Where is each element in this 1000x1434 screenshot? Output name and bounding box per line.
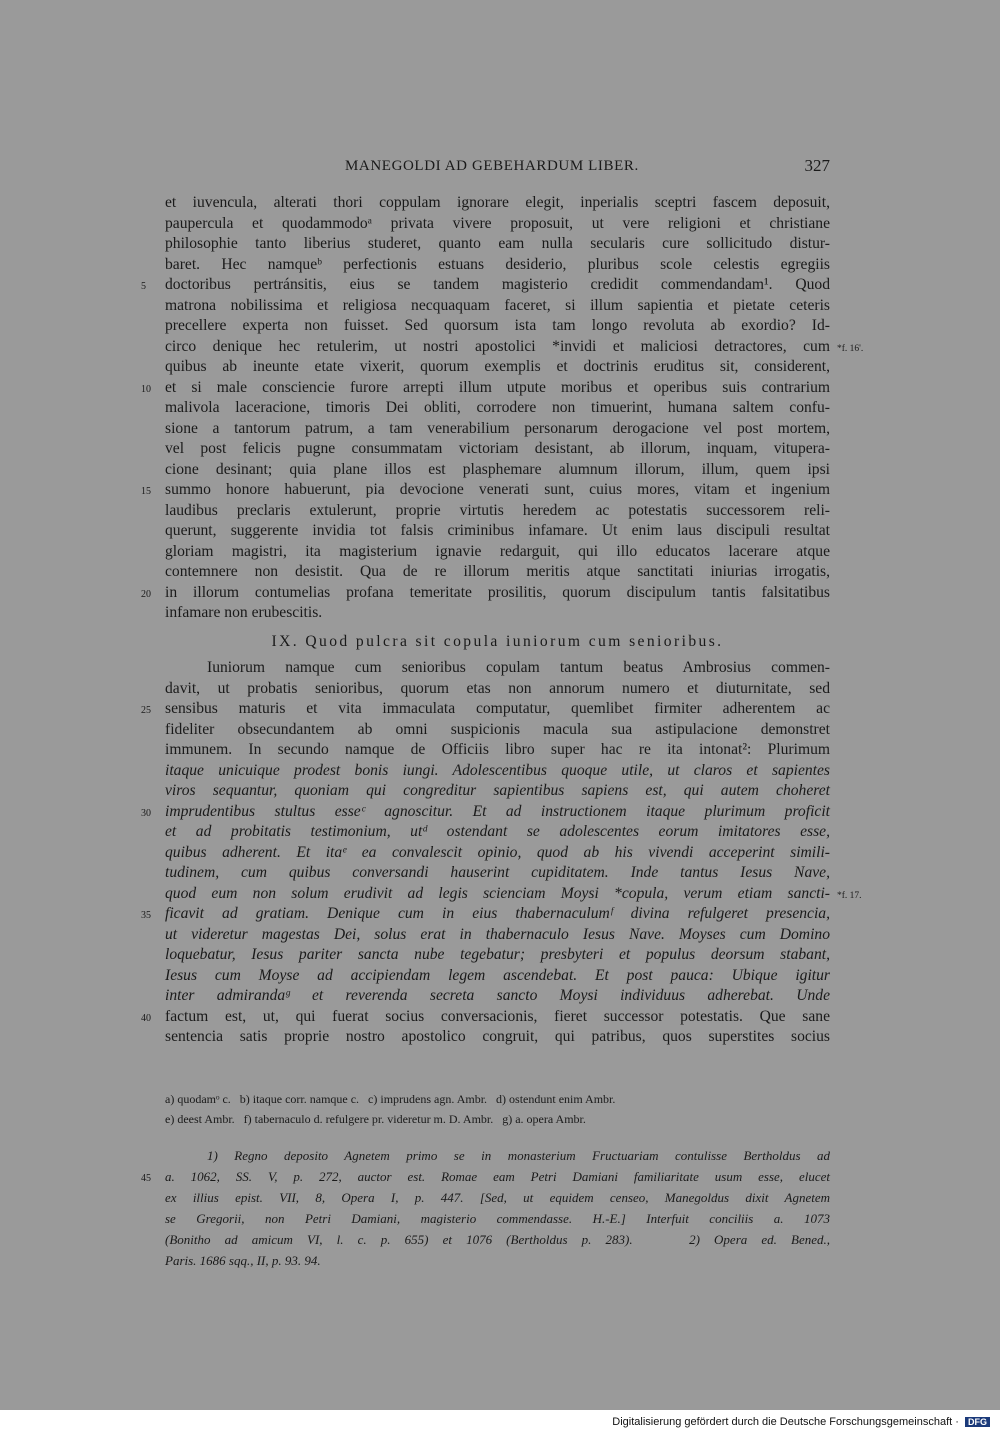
line-number: 30 xyxy=(141,807,151,819)
text-line: baret. Hec namqueᵇ perfectionis estuans desiderio, pluribus scole celestis egregiis xyxy=(165,255,830,273)
text-line: paupercula et quodammodoᵃ privata vivere proposuit, ut vere religioni et christiane xyxy=(165,214,830,232)
main-text xyxy=(141,193,864,1048)
footnote-line: 1) Regno deposito Agnetem primo se in monasterium Fructuariam contulisse Bertholdus ad xyxy=(207,1148,830,1163)
variant-note-line: a) quodamᵒ c. b) itaque corr. namque c. c) imprudens agn. Ambr. d) ostendunt enim Ambr. xyxy=(165,1092,616,1106)
line-number: 5 xyxy=(141,281,146,292)
line-number: 35 xyxy=(141,910,151,921)
text-line: 25 sensibus maturis et vita immaculata computatur, quemlibet firmiter adherentem ac xyxy=(165,699,830,720)
text-line: quibus ab ineunte etate vixerit, quorum exemplis et doctrinis eruditus sit, considerent, xyxy=(165,358,830,375)
text-line: Iuniorum namque cum senioribus copulam tantum beatus Ambrosius commen- xyxy=(207,659,830,676)
text-line: quibus adherent. Et itaᵉ ea convalescit opinio, quod ab his vivendi acceperint simili- xyxy=(165,843,830,861)
text-line: et iuvencula, alterati thori coppulam ignorare elegit, inperialis sceptri fascem deposuit, xyxy=(165,194,830,211)
text-line: tudinem, cum quibus conversandi hauserint cupiditatem. Inde tantus Iesus Nave, xyxy=(165,864,830,881)
text-line: 10 et si male consciencie furore arrepti illum utpute moribus et operibus suis contrarium xyxy=(165,378,830,399)
text-line: sione a tantorum patrum, a tam venerabilium personarum derogacione vel post mortem, xyxy=(165,419,830,437)
text-line: viros sequantur, quoniam qui congreditur sapientibus sapiens est, qui autem choheret xyxy=(165,782,830,799)
text-line: vel post felicis pugne consummatam victoriam desistant, ab illorum, inquam, vitupera- xyxy=(165,440,830,457)
text-line: immunem. In secundo namque de Officiis libro super hac re ita intonat²: Plurimum xyxy=(165,741,830,758)
text-line: querunt, suggerente invidia tot falsis criminibus infamare. Ut enim laus discipuli resultat xyxy=(165,522,830,539)
footnote-line: se Gregorii, non Petri Damiani, magisterio commendasse. H.-E.] Interfuit conciliis a. 1073 xyxy=(165,1211,830,1226)
variant-note-line: e) deest Ambr. f) tabernaculo d. refulgere pr. videretur m. D. Ambr. g) a. opera Ambr. xyxy=(165,1112,586,1126)
text-line: 5 doctoribus pertránsitis, eius se tandem magisterio credidit commendandam¹. Quod xyxy=(165,275,830,296)
section-heading: IX. Quod pulcra sit copula iuniorum cum senioribus. xyxy=(271,632,724,650)
text-line: sentencia satis proprie nostro apostolico congruit, qui patribus, quos superstites socius xyxy=(165,1028,830,1045)
text-line: infamare non erubescitis. xyxy=(165,604,323,621)
margin-note: *f. 16'. xyxy=(837,343,864,354)
text-line: circo denique hec retulerim, ut nostri apostolici *invidi et maliciosi detractores, cum *f. 16'. xyxy=(165,337,830,358)
margin-note: *f. 17. xyxy=(837,890,862,901)
variant-notes xyxy=(165,1089,830,1129)
footnote-line: 45 a. 1062, SS. V, p. 272, auctor est. Romae eam Petri Damiani familiaritate usum esse, elucet xyxy=(165,1166,830,1187)
text-line: malivola laceracione, timoris Dei obliti, corrodere non timuerint, humana saltem confu- xyxy=(165,399,830,416)
text-line: davit, ut probatis senioribus, quorum etas non annorum numero et diuturnitate, sed xyxy=(165,679,830,697)
text-line: 30 imprudentibus stultus esseᶜ agnoscitur. Et ad instructionem itaque plurimum proficit xyxy=(165,802,830,823)
footnote-line: (Bonitho ad amicum VI, l. c. p. 655) et 1076 (Bertholdus p. 283). 2) Opera ed. Bened., xyxy=(165,1232,830,1247)
text-line: ut videretur magestas Dei, solus erat in thabernaculo Iesus Nave. Moyses cum Domino xyxy=(165,925,830,943)
text-line: itaque unicuique prodest bonis iungi. Adolescentibus quoque utile, ut claros et sapientes xyxy=(165,761,830,779)
footnote-line: ex illius epist. VII, 8, Opera I, p. 447. [Sed, ut equidem censeo, Manegoldus dixit Agnetem xyxy=(165,1190,830,1205)
footer-text: Digitalisierung gefördert durch die Deutsche Forschungsgemeinschaft · xyxy=(612,1416,959,1428)
page-header xyxy=(165,158,830,180)
text-line: laudibus preclaris extulerunt, proprie virtutis heredem ac potestatis successorem reli- xyxy=(165,501,830,519)
line-number: 40 xyxy=(141,1012,151,1024)
text-line: et ad probitatis testimonium, utᵈ ostendant se adolescentes eorum imitatores esse, xyxy=(165,823,830,840)
line-number: 45 xyxy=(141,1173,151,1184)
page-number: 327 xyxy=(804,156,830,175)
text-line: 15 summo honore habuerunt, pia devocione venerati sunt, cuius mores, vitam et ingenium xyxy=(165,480,830,501)
text-line: philosophie tanto liberius studeret, quanto eam nulla secularis cure sollicitudo distur- xyxy=(165,235,830,252)
text-line: cione desinant; quia plane illos est plasphemare alumnum illorum, illum, quem ipsi xyxy=(165,460,830,478)
text-line: quod eum non solum erudivit ad legis scienciam Moysi *copula, verum etiam sancti- *f. 17. xyxy=(165,884,830,905)
line-number: 25 xyxy=(141,705,151,716)
line-number: 15 xyxy=(141,486,151,497)
text-line: matrona nobilissima et religiosa necquaquam faceret, si illum sapientia et pietate ceteris xyxy=(165,296,830,314)
running-title: MANEGOLDI AD GEBEHARDUM LIBER. xyxy=(345,158,639,174)
text-line: 20 in illorum contumelias profana temeritate prosilitis, quorum discipulum tantis falsitatibus xyxy=(165,583,830,604)
text-line: loquebatur, Iesus pariter sancta nube tegebatur; presbyteri et populus deorsum stabant, xyxy=(165,946,830,963)
text-line: gloriam magistri, ita magisterium ignavie redarguit, qui illo educatos lacerare atque xyxy=(165,542,830,560)
text-line: Iesus cum Moyse ad accipiendam legem ascendebat. Et post pauca: Ubique igitur xyxy=(165,966,830,984)
text-line: 35 ficavit ad gratiam. Denique cum in eius thabernaculumᶠ divina refulgeret presencia, xyxy=(165,904,830,925)
footer-credit xyxy=(612,1416,990,1428)
text-line: 40 factum est, ut, qui fuerat socius conversacionis, fieret successor potestatis. Que sane xyxy=(165,1007,830,1028)
text-line: precellere experta non fuisset. Sed quorsum ista tam longo revoluta ab exordio? Id- xyxy=(165,317,830,334)
line-number: 10 xyxy=(141,383,151,395)
footnotes xyxy=(141,1145,830,1271)
text-line: contemnere non desistit. Qua de re illorum meritis atque sanctitati iniurias irrogatis, xyxy=(165,563,830,580)
footnote-line: Paris. 1686 sqq., II, p. 93. 94. xyxy=(165,1253,321,1268)
text-line: fideliter obsecundantem ab omni suspicionis macula sua astipulacione demonstret xyxy=(165,720,830,738)
line-number: 20 xyxy=(141,588,151,600)
dfg-logo-icon: DFG xyxy=(965,1417,990,1427)
text-line: inter admirandaᵍ et reverenda secreta sancto Moysi individuus adherebat. Unde xyxy=(165,987,830,1004)
